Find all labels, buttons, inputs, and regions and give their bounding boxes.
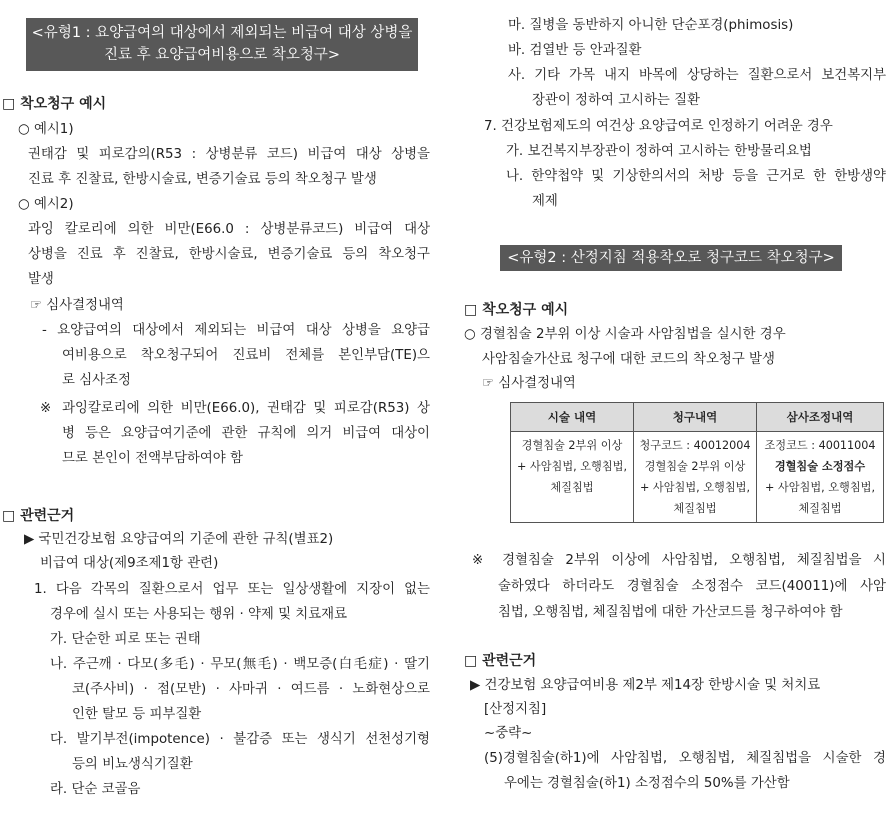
table-row bbox=[511, 432, 884, 523]
item-7-na-line: 제제 bbox=[532, 194, 558, 209]
law-line: 비급여 대상(제9조제1항 관련) bbox=[40, 556, 219, 571]
item-ba: 바. 검열반 등 안과질환 bbox=[508, 43, 642, 58]
case-line: 사암침술가산료 청구에 대한 코드의 착오청구 발생 bbox=[482, 352, 775, 367]
rule-line: 우에는 경혈침술(하1) 소정점수의 50%를 가산함 bbox=[504, 776, 790, 791]
review-table bbox=[510, 402, 884, 523]
cell-line-bold: 경혈침술 소정점수 bbox=[774, 460, 866, 473]
table-header: 시술 내역 bbox=[511, 403, 634, 432]
item-7-na-line: 나. 한약첩약 및 기상한의서의 처방 등을 근거로 한 한방생약 bbox=[506, 169, 886, 184]
note-line: 병 등은 요양급여기준에 관한 규칙에 의거 비급여 대상이 bbox=[62, 426, 430, 441]
review-line: - 요양급여의 대상에서 제외되는 비급여 대상 상병을 요양급 bbox=[42, 323, 430, 338]
note-line: 술하였다 하더라도 경혈침술 소정점수 코드(40011)에 사암 bbox=[498, 579, 886, 594]
note-line: ※ 경혈침술 2부위 이상에 사암침법, 오행침법, 체질침법을 시 bbox=[472, 553, 886, 568]
table-header: 청구내역 bbox=[634, 403, 757, 432]
rule-line: (5)경혈침술(하1)에 사암침법, 오행침법, 체질침법을 시술한 경 bbox=[484, 751, 886, 766]
section-heading-legal-basis: □ 관련근거 bbox=[464, 653, 537, 669]
cell-line: + 사암침법, 오행침법, bbox=[516, 460, 628, 473]
example-2-label: ○ 예시2) bbox=[18, 197, 74, 212]
law-line: [산정지침] bbox=[484, 702, 547, 717]
review-line: 여비용으로 착오청구되어 진료비 전체를 본인부담(TE)으 bbox=[62, 348, 430, 363]
table-cell bbox=[757, 432, 884, 523]
section-heading-examples: □ 착오청구 예시 bbox=[464, 302, 569, 318]
type2-banner: <유형2 : 산정지침 적용착오로 청구코드 착오청구> bbox=[500, 245, 842, 271]
law-line: ▶ 국민건강보험 요양급여의 기준에 관한 규칙(별표2) bbox=[24, 532, 334, 547]
law-line: ▶ 건강보험 요양급여비용 제2부 제14장 한방시술 및 처치료 bbox=[470, 678, 821, 693]
example-2-line: 상병을 진료 후 진찰료, 한방시술료, 변증기술료 등의 착오청구 bbox=[28, 247, 430, 262]
item-na-line: 나. 주근깨 · 다모(多毛) · 무모(無毛) · 백모증(白毛症) · 딸기 bbox=[50, 657, 430, 672]
cell-line: 체질침법 bbox=[798, 502, 842, 515]
table-cell bbox=[634, 432, 757, 523]
cell-line: + 사암침법, 오행침법, bbox=[639, 481, 751, 494]
example-1-line: 진료 후 진찰료, 한방시술료, 변증기술료 등의 착오청구 발생 bbox=[28, 172, 377, 187]
review-line: 로 심사조정 bbox=[62, 373, 131, 388]
item-1-line: 경우에 실시 또는 사용되는 행위 · 약제 및 치료재료 bbox=[50, 607, 348, 622]
example-1-label: ○ 예시1) bbox=[18, 122, 74, 137]
item-da-line: 다. 발기부전(impotence) · 불감증 또는 생식기 선천성기형 bbox=[50, 732, 430, 747]
item-ma: 마. 질병을 동반하지 아니한 단순포경(phimosis) bbox=[508, 18, 794, 33]
item-sa-line: 장관이 정하여 고시하는 질환 bbox=[532, 93, 700, 108]
item-ga: 가. 단순한 피로 또는 권태 bbox=[50, 632, 201, 647]
note-line: 므로 본인이 전액부담하여야 함 bbox=[62, 451, 243, 466]
cell-line: 체질침법 bbox=[550, 481, 594, 494]
item-7-ga: 가. 보건복지부장관이 정하여 고시하는 한방물리요법 bbox=[506, 144, 812, 159]
item-1-line: 1. 다음 각목의 질환으로서 업무 또는 일상생활에 지장이 없는 bbox=[34, 582, 430, 597]
note-line: ※ 과잉칼로리에 의한 비만(E66.0), 권태감 및 피로감(R53) 상 bbox=[40, 401, 430, 416]
review-decision-label: ☞ 심사결정내역 bbox=[482, 376, 576, 391]
cell-line: 청구코드 : 40012004 bbox=[639, 439, 751, 452]
item-na-line: 인한 탈모 등 피부질환 bbox=[72, 707, 202, 722]
section-heading-examples: □ 착오청구 예시 bbox=[2, 96, 107, 112]
example-2-line: 과잉 칼로리에 의한 비만(E66.0 : 상병분류코드) 비급여 대상 bbox=[28, 222, 430, 237]
item-sa-line: 사. 기타 가목 내지 바목에 상당하는 질환으로서 보건복지부 bbox=[508, 68, 886, 83]
item-na-line: 코(주사비) · 점(모반) · 사마귀 · 여드름 · 노화현상으로 bbox=[72, 682, 430, 697]
cell-line: + 사암침법, 오행침법, bbox=[764, 481, 876, 494]
table-header: 삼사조정내역 bbox=[757, 403, 884, 432]
section-heading-legal-basis: □ 관련근거 bbox=[2, 508, 75, 524]
cell-line: 경혈침술 2부위 이상 bbox=[644, 460, 746, 473]
example-2-line: 발생 bbox=[28, 272, 54, 287]
review-decision-label: ☞ 심사결정내역 bbox=[30, 298, 124, 313]
cell-line: 체질침법 bbox=[673, 502, 717, 515]
table-header-row bbox=[511, 403, 884, 432]
type1-banner-line-1: <유형1 : 요양급여의 대상에서 제외되는 비급여 대상 상병을 bbox=[31, 25, 413, 41]
item-7: 7. 건강보험제도의 여건상 요양급여로 인정하기 어려운 경우 bbox=[484, 119, 833, 134]
type1-banner-line-2: 진료 후 요양급여비용으로 착오청구> bbox=[103, 47, 341, 63]
example-1-line: 권태감 및 피로감의(R53 : 상병분류 코드) 비급여 대상 상병을 bbox=[28, 147, 430, 162]
type1-banner bbox=[26, 18, 418, 71]
law-line: ~중략~ bbox=[484, 726, 533, 741]
item-da-line: 등의 비뇨생식기질환 bbox=[72, 757, 193, 772]
table-cell bbox=[511, 432, 634, 523]
case-line: ○ 경혈침술 2부위 이상 시술과 사암침법을 실시한 경우 bbox=[464, 327, 786, 342]
note-line: 침법, 오행침법, 체질침법에 대한 가산코드를 청구하여야 함 bbox=[498, 605, 843, 620]
item-ra: 라. 단순 코골음 bbox=[50, 782, 141, 797]
cell-line: 조정코드 : 40011004 bbox=[764, 439, 876, 452]
cell-line: 경혈침술 2부위 이상 bbox=[521, 439, 623, 452]
